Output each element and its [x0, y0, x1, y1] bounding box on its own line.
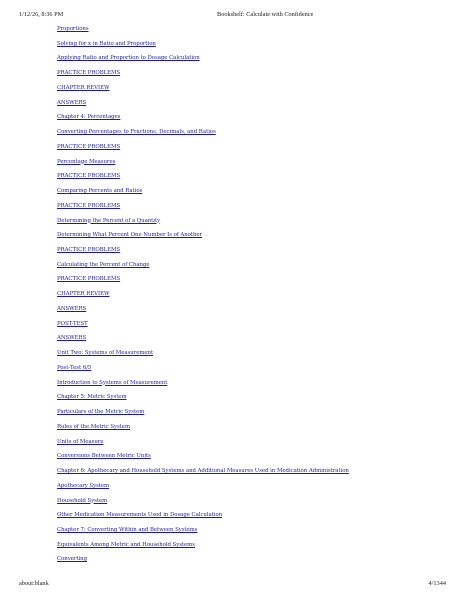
- toc-item: [57, 49, 349, 64]
- toc-item: [57, 79, 349, 94]
- print-datetime: 1/12/26, 8:36 PM: [19, 11, 64, 18]
- toc-link[interactable]: Conversions Between Metric Units: [57, 453, 151, 460]
- print-footer: [0, 580, 463, 590]
- toc-item: [57, 64, 349, 79]
- toc-item: [57, 256, 349, 271]
- toc-link[interactable]: Solving for x in Ratio and Proportion: [57, 40, 156, 47]
- toc-link[interactable]: Chapter 6: Apothecary and Household Systems and Additional Measures Used in Medication Administration: [57, 468, 349, 475]
- page-number: 4/1344: [428, 580, 446, 587]
- toc-link[interactable]: Calculating the Percent of Change: [57, 261, 150, 268]
- toc-link[interactable]: Equivalents Among Metric and Household Systems: [57, 541, 195, 548]
- toc-item: [57, 344, 349, 359]
- toc-link[interactable]: PRACTICE PROBLEMS: [57, 70, 121, 77]
- toc-link[interactable]: Percentage Measures: [57, 158, 116, 165]
- toc-item: [57, 241, 349, 256]
- toc-item: [57, 403, 349, 418]
- toc-link[interactable]: Unit Two: Systems of Measurement: [57, 350, 154, 357]
- toc-link[interactable]: Rules of the Metric System: [57, 423, 131, 430]
- toc-item: [57, 492, 349, 507]
- table-of-contents: [57, 20, 349, 565]
- toc-item: [57, 374, 349, 389]
- toc-link[interactable]: PRACTICE PROBLEMS: [57, 276, 121, 283]
- toc-link[interactable]: Other Medication Measurements Used in Dosage Calculation: [57, 512, 223, 519]
- toc-link[interactable]: PRACTICE PROBLEMS: [57, 173, 121, 180]
- toc-link[interactable]: CHAPTER REVIEW: [57, 84, 110, 91]
- toc-item: [57, 447, 349, 462]
- toc-link[interactable]: Converting: [57, 556, 87, 563]
- toc-link[interactable]: ANSWERS: [57, 335, 87, 342]
- toc-item: [57, 35, 349, 50]
- toc-link[interactable]: Proportions: [57, 26, 89, 32]
- toc-link[interactable]: Comparing Percents and Ratios: [57, 188, 143, 195]
- toc-link[interactable]: ANSWERS: [57, 99, 87, 106]
- toc-link[interactable]: ANSWERS: [57, 305, 87, 312]
- page-url: about:blank: [19, 580, 49, 587]
- toc-link[interactable]: Applying Ratio and Proportion to Dosage Calculation: [57, 55, 200, 62]
- toc-item: [57, 270, 349, 285]
- toc-link[interactable]: Units of Measure: [57, 438, 104, 445]
- toc-item: [57, 550, 349, 565]
- toc-item: [57, 167, 349, 182]
- toc-item: [57, 197, 349, 212]
- toc-item: [57, 536, 349, 551]
- toc-item: [57, 359, 349, 374]
- toc-item: [57, 315, 349, 330]
- toc-item: [57, 108, 349, 123]
- toc-link[interactable]: PRACTICE PROBLEMS: [57, 247, 121, 254]
- toc-link[interactable]: Household System: [57, 497, 108, 504]
- toc-item: [57, 506, 349, 521]
- toc-item: [57, 300, 349, 315]
- toc-item: [57, 329, 349, 344]
- toc-item: [57, 94, 349, 109]
- toc-link[interactable]: Chapter 7: Converting Within and Between Systems: [57, 526, 198, 533]
- toc-link[interactable]: PRACTICE PROBLEMS: [57, 143, 121, 150]
- toc-link[interactable]: PRACTICE PROBLEMS: [57, 202, 121, 209]
- toc-item: [57, 138, 349, 153]
- toc-link[interactable]: Converting Percentages to Fractions, Decimals, and Ratios: [57, 129, 216, 136]
- toc-item: [57, 123, 349, 138]
- toc-item: [57, 20, 349, 35]
- page-title: Bookshelf: Calculate with Confidence: [217, 11, 314, 18]
- toc-item: [57, 418, 349, 433]
- toc-link[interactable]: Apothecary System: [57, 482, 110, 489]
- toc-item: [57, 433, 349, 448]
- toc-link[interactable]: POST-TEST: [57, 320, 88, 327]
- toc-link[interactable]: Determining What Percent One Number Is of Another: [57, 232, 203, 239]
- toc-link[interactable]: Introduction to Systems of Measurement: [57, 379, 168, 386]
- toc-link[interactable]: Chapter 4: Percentages: [57, 114, 121, 121]
- toc-item: [57, 226, 349, 241]
- toc-item: [57, 212, 349, 227]
- toc-item: [57, 477, 349, 492]
- toc-link[interactable]: Post-Test 6/5: [57, 364, 92, 371]
- toc-item: [57, 285, 349, 300]
- toc-link[interactable]: Determining the Percent of a Quantity: [57, 217, 161, 224]
- toc-item: [57, 182, 349, 197]
- toc-link[interactable]: Chapter 5: Metric System: [57, 394, 127, 401]
- toc-item: [57, 521, 349, 536]
- toc-item: [57, 388, 349, 403]
- toc-item: [57, 153, 349, 168]
- toc-link[interactable]: Particulars of the Metric System: [57, 409, 145, 416]
- toc-item: [57, 462, 349, 477]
- toc-link[interactable]: CHAPTER REVIEW: [57, 291, 110, 298]
